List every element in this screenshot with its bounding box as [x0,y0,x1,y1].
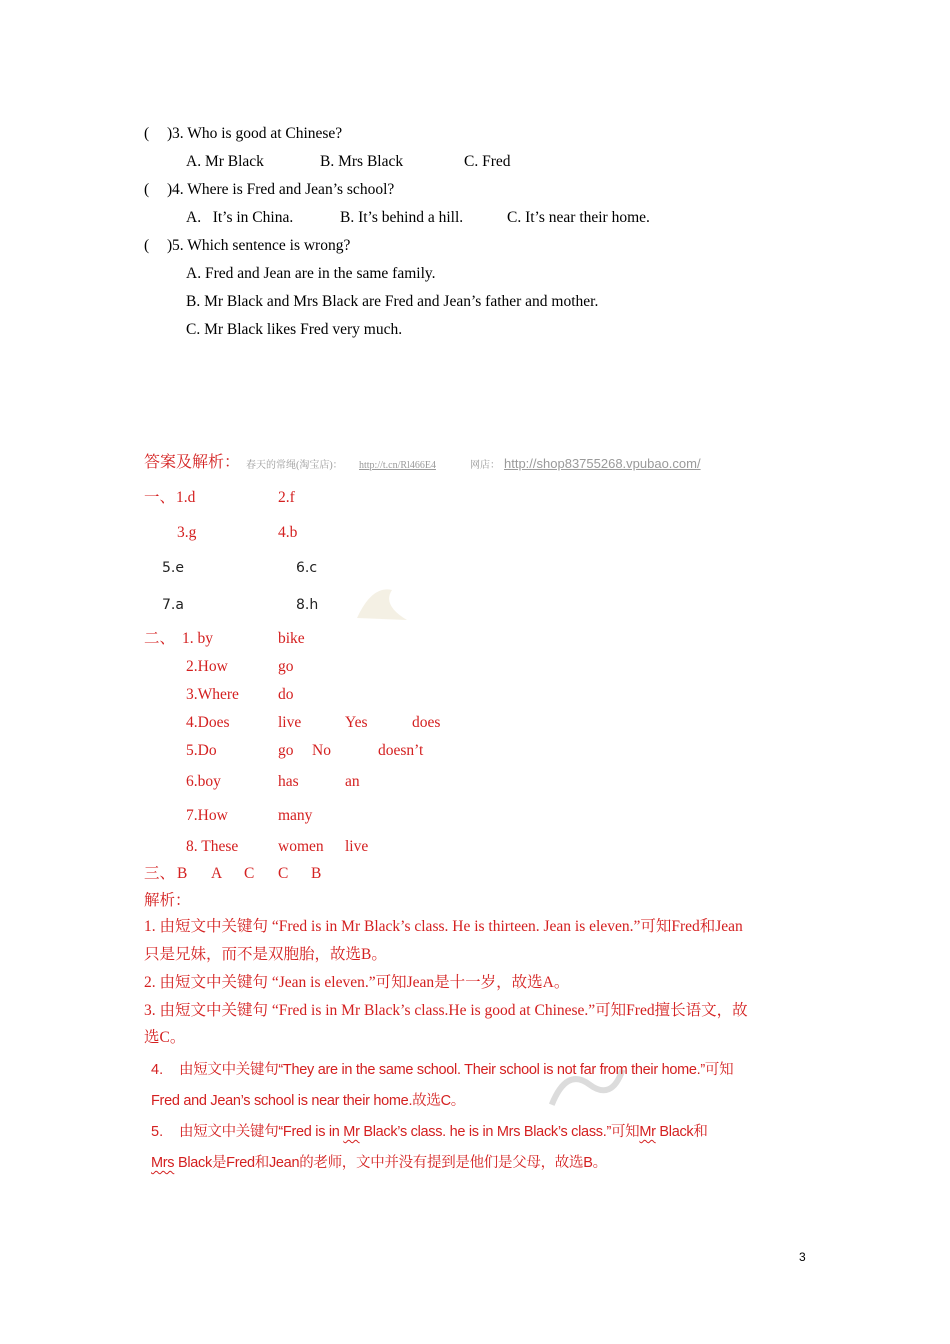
answer-letter: B [177,865,188,882]
explanation-5-line-2 [151,1153,607,1173]
website-label: 网店： [470,460,500,471]
answer-item: 1.d [176,489,196,506]
section-2-prefix: 二、 [144,630,176,647]
answer-word: 2.How [186,658,228,675]
answer-letter: C [278,865,289,882]
option-c: C. Mr Black likes Fred very much. [186,321,403,338]
option-c: C. Fred [464,153,511,170]
answer-word: doesn’t [378,742,424,759]
answer-word: live [345,838,369,855]
answer-word: No [312,742,331,759]
text-run: Black’s class. he is in Mrs Black’s class.”可知 [359,1124,640,1140]
answer-word: women [278,838,324,855]
answer-word: go [278,658,294,675]
shop-link[interactable]: http://t.cn/Rl466E4 [359,460,436,471]
answer-blank-open: ( [144,125,150,142]
answer-word: has [278,773,299,790]
option-c: C. It’s near their home. [507,209,650,226]
section-1-prefix: 一、 [144,489,176,506]
answer-item: 3.g [177,524,197,541]
watermark-logo [352,580,412,624]
shop-label: 春天的常绳(淘宝店)： [246,460,343,471]
answer-word: 8. These [186,838,239,855]
answer-blank-open: ( [144,181,150,198]
answer-word: many [278,807,313,824]
answer-word: 5.Do [186,742,217,759]
explanation-3-line-2: 选C。 [144,1029,186,1046]
text-run: Black是Fred和Jean的老师，文中并没有提到是他们是父母，故选B。 [174,1155,607,1171]
answer-title: 答案及解析： [144,454,241,471]
text-run: Black和 [655,1124,708,1140]
answer-blank-close: ) [167,125,173,142]
option-a: A. Fred and Jean are in the same family. [186,265,436,282]
answer-blank-close: ) [167,237,173,254]
page-number: 3 [799,1250,806,1264]
answer-word: 1. by [182,630,213,647]
question-stem: 4. Where is Fred and Jean’s school? [172,181,395,198]
website-link[interactable]: http://shop83755268.vpubao.com/ [504,456,701,471]
answer-word: go [278,742,294,759]
option-b: B. It’s behind a hill. [340,209,464,226]
explanation-1-line-1: 1. 由短文中关键句 “Fred is in Mr Black’s class. He is thirteen. Jean is eleven.”可知Fred和Jean [144,918,743,935]
answer-blank-close: ) [167,181,173,198]
answer-word: Yes [345,714,368,731]
answer-word: live [278,714,302,731]
answer-item: 6.c [296,560,318,576]
spellcheck-underlined-word: Mrs [151,1155,175,1171]
answer-item: 2.f [278,489,295,506]
option-b: B. Mrs Black [320,153,404,170]
section-3-prefix: 三、 [144,865,176,882]
answer-word: bike [278,630,305,647]
explanation-4-line-1: 由短文中关键句“They are in the same school. Their school is not far from their home.”可知 [179,1062,734,1078]
spellcheck-underlined-word: Mr [343,1124,360,1140]
answer-word: do [278,686,294,703]
answer-item: 4.b [278,524,298,541]
answer-word: an [345,773,360,790]
option-a: A. Mr Black [186,153,264,170]
answer-word: 7.How [186,807,228,824]
question-stem: 3. Who is good at Chinese? [172,125,343,142]
answer-item: 5.e [162,560,184,576]
explanation-4-line-2: Fred and Jean’s school is near their home.故选C。 [151,1093,465,1109]
option-b: B. Mr Black and Mrs Black are Fred and Jean’s father and mother. [186,293,599,310]
text-run: 由短文中关键句“Fred is in [179,1124,344,1140]
answer-word: 6.boy [186,773,221,790]
answer-letter: C [244,865,255,882]
explanation-2-line-1: 2. 由短文中关键句 “Jean is eleven.”可知Jean是十一岁，故选A。 [144,974,570,991]
analysis-label: 解析： [144,892,191,909]
answer-word: 3.Where [186,686,239,703]
answer-item: 7.a [162,597,184,613]
answer-word: does [412,714,441,731]
answer-letter: B [311,865,322,882]
explanation-5-line-1 [179,1122,708,1142]
explanation-4-number: 4. [151,1062,164,1078]
answer-word: 4.Does [186,714,230,731]
explanation-5-number: 5. [151,1124,164,1140]
answer-item: 8.h [296,597,319,613]
answer-letter: A [211,865,223,882]
explanation-3-line-1: 3. 由短文中关键句 “Fred is in Mr Black’s class.He is good at Chinese.”可知Fred擅长语文，故 [144,1002,748,1019]
question-stem: 5. Which sentence is wrong? [172,237,351,254]
explanation-1-line-2: 只是兄妹，而不是双胞胎，故选B。 [144,946,387,963]
spellcheck-underlined-word: Mr [639,1124,656,1140]
answer-blank-open: ( [144,237,150,254]
option-a: A. It’s in China. [186,209,294,226]
